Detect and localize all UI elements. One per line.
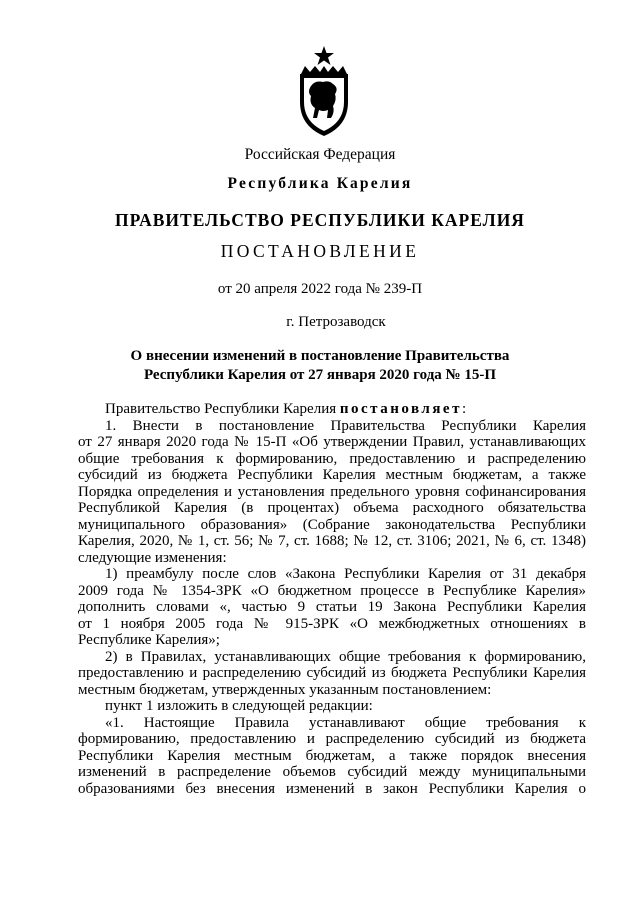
title-line: Республики Карелия от 27 января 2020 года № 15-П [143, 367, 497, 383]
body-line: Республикой Карелия (в процентах) объема расходного обязательства [78, 500, 586, 516]
body-line: 1) преамбулу после слов «Закона Республики Карелия от 31 декабря [105, 566, 586, 582]
intro-verb: постановляет [339, 401, 462, 417]
body-line: образованиями без внесения изменений в закон Республики Карелия о [78, 780, 586, 797]
body-line: 2009 года № 1354-ЗРК «О бюджетном процессе в Республике Карелия» [78, 582, 586, 599]
body-line: формированию, предоставлению и распределению субсидий из бюджета [78, 731, 586, 747]
body-line: Республике Карелия»; [78, 632, 220, 648]
body-line: общие требования к формированию, предоставлению и распределению [78, 450, 586, 467]
body-line: 1. Внести в постановление Правительства Республики Карелия [105, 417, 586, 434]
country-name: Российская Федерация [244, 146, 396, 163]
body-line: местным бюджетам, утвержденных указанным постановлением: [78, 681, 492, 698]
body-line: от 1 ноября 2005 года № 915-ЗРК «О межбюджетных отношениях в [78, 615, 586, 632]
body-line: изменений в распределение объемов субсидий между муниципальными [78, 764, 586, 780]
intro-colon: : [461, 401, 467, 417]
body-line: Порядка определения и установления предельного уровня софинансирования [78, 483, 586, 500]
intro-text: Правительство Республики Карелия [105, 401, 340, 417]
body-line: дополнить словами «, частью 9 статьи 19 Закона Республики Карелия [78, 599, 586, 615]
body-line: 2) в Правилах, устанавливающих общие требования к формированию, [105, 648, 586, 665]
body-line: от 27 января 2020 года № 15-П «Об утверждении Правил, устанавливающих [78, 434, 586, 450]
government-heading: ПРАВИТЕЛЬСТВО РЕСПУБЛИКИ КАРЕЛИЯ [115, 210, 525, 230]
body-line: «1. Настоящие Правила устанавливают общие требования к [105, 714, 586, 731]
body-line: субсидий из бюджета Республики Карелия местным бюджетам, а также [78, 467, 586, 483]
city: г. Петрозаводск [286, 314, 386, 330]
intro-line [78, 401, 586, 418]
body-line: Карелия, 2020, № 1, ст. 56; № 7, ст. 1688; № 12, ст. 3106; 2021, № 6, ст. 1348) [78, 533, 586, 549]
body-line: пункт 1 изложить в следующей редакции: [105, 698, 373, 714]
title-line: О внесении изменений в постановление Правительства [130, 348, 510, 364]
body-line: следующие изменения: [78, 549, 227, 566]
body-line: предоставлению и распределению субсидий из бюджета Республики Карелия [78, 665, 586, 681]
document-type: ПОСТАНОВЛЕНИЕ [220, 241, 420, 261]
date-and-number: от 20 апреля 2022 года № 239-П [217, 281, 423, 297]
republic-name: Республика Карелия [227, 175, 413, 192]
document-body [78, 401, 586, 797]
karelia-coat-of-arms-icon [295, 44, 353, 138]
body-line: муниципального образования» (Собрание законодательства Республики [78, 516, 586, 533]
document-title [0, 347, 640, 385]
body-line: Республики Карелия местным бюджетам, а также порядок внесения [78, 747, 586, 764]
